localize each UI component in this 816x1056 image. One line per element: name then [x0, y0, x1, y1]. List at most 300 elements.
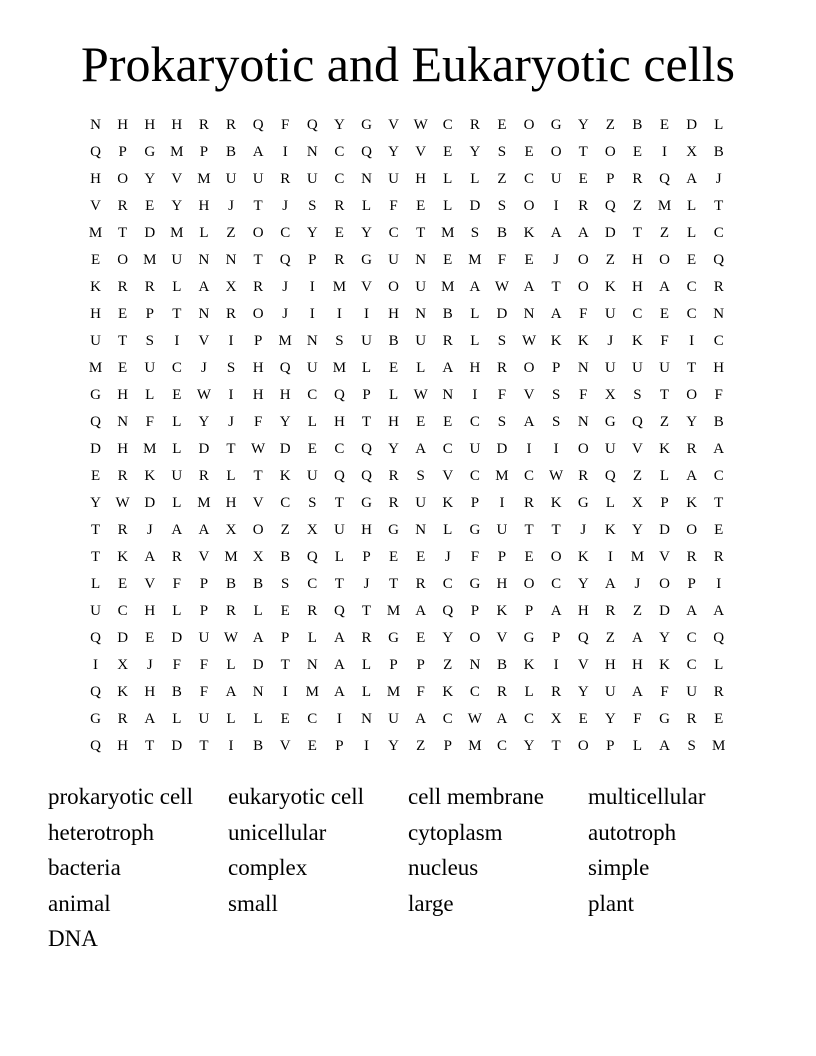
- grid-letter: Z: [632, 603, 642, 619]
- grid-letter: U: [144, 360, 156, 376]
- grid-letter: J: [146, 657, 153, 673]
- grid-letter: A: [659, 738, 670, 754]
- grid-letter: S: [416, 468, 425, 484]
- grid-letter: L: [443, 198, 453, 214]
- grid-letter: H: [144, 684, 156, 700]
- grid-letter: Y: [171, 198, 183, 214]
- grid-letter: A: [333, 630, 345, 646]
- grid-letter: I: [174, 333, 180, 349]
- grid-letter: A: [198, 522, 210, 538]
- grid-letter: U: [686, 684, 698, 700]
- grid-row: [82, 652, 734, 679]
- grid-letter: T: [416, 225, 426, 241]
- grid-letter: H: [604, 657, 616, 673]
- grid-letter: L: [253, 711, 263, 727]
- grid-letter: M: [495, 468, 509, 484]
- grid-letter: O: [117, 252, 129, 268]
- grid-row: [82, 382, 734, 409]
- grid-letter: R: [171, 549, 182, 565]
- grid-letter: R: [117, 198, 128, 214]
- grid-letter: C: [307, 576, 318, 592]
- grid-letter: H: [388, 306, 399, 322]
- grid-letter: W: [413, 387, 428, 403]
- grid-letter: P: [660, 495, 669, 511]
- grid-letter: J: [201, 360, 207, 376]
- grid-letter: W: [413, 117, 428, 133]
- word-list-item: small: [228, 890, 278, 916]
- grid-letter: F: [199, 684, 209, 700]
- grid-letter: E: [524, 144, 534, 160]
- grid-letter: N: [225, 252, 237, 268]
- grid-letter: E: [524, 549, 534, 565]
- grid-letter: U: [415, 495, 427, 511]
- grid-letter: M: [332, 279, 347, 295]
- grid-letter: P: [199, 603, 209, 619]
- grid-letter: L: [714, 117, 724, 133]
- grid-letter: K: [279, 468, 291, 484]
- grid-letter: L: [361, 360, 372, 376]
- grid-letter: L: [361, 684, 372, 700]
- grid-letter: R: [198, 117, 209, 133]
- grid-letter: Y: [306, 225, 318, 241]
- grid-letter: A: [225, 684, 237, 700]
- grid-letter: U: [333, 522, 345, 538]
- grid-letter: I: [662, 144, 668, 160]
- grid-row: [82, 544, 734, 571]
- grid-letter: T: [659, 387, 670, 403]
- grid-letter: K: [659, 441, 670, 457]
- grid-letter: H: [632, 279, 643, 295]
- grid-letter: C: [686, 306, 697, 322]
- word-list-item: large: [408, 890, 454, 916]
- grid-row: [82, 274, 734, 301]
- grid-letter: I: [499, 495, 505, 511]
- grid-letter: E: [632, 144, 642, 160]
- grid-letter: T: [253, 198, 263, 214]
- grid-letter: V: [415, 144, 427, 160]
- grid-letter: I: [309, 279, 315, 295]
- grid-letter: C: [551, 576, 562, 592]
- grid-letter: W: [196, 387, 211, 403]
- grid-letter: Y: [577, 684, 589, 700]
- grid-letter: P: [606, 738, 615, 754]
- word-list-item: bacteria: [48, 855, 121, 880]
- grid-letter: Y: [469, 144, 481, 160]
- grid-letter: N: [306, 657, 318, 673]
- grid-letter: R: [307, 603, 318, 619]
- grid-letter: U: [90, 603, 101, 619]
- grid-letter: N: [90, 117, 101, 133]
- grid-letter: H: [117, 738, 129, 754]
- grid-letter: M: [441, 225, 455, 241]
- grid-letter: D: [496, 441, 508, 457]
- grid-letter: H: [117, 387, 129, 403]
- grid-letter: U: [198, 630, 210, 646]
- grid-letter: H: [577, 603, 589, 619]
- grid-letter: R: [551, 684, 562, 700]
- grid-letter: S: [145, 333, 154, 349]
- grid-letter: R: [496, 360, 507, 376]
- grid-letter: P: [145, 306, 154, 322]
- grid-letter: Q: [659, 171, 670, 187]
- grid-letter: D: [198, 441, 210, 457]
- grid-letter: R: [686, 441, 697, 457]
- grid-letter: Y: [90, 495, 101, 511]
- grid-letter: T: [253, 468, 263, 484]
- grid-letter: M: [712, 738, 726, 754]
- grid-letter: U: [550, 171, 562, 187]
- grid-letter: T: [687, 360, 697, 376]
- grid-letter: R: [442, 333, 453, 349]
- grid-letter: N: [117, 414, 129, 430]
- grid-letter: N: [361, 171, 372, 187]
- grid-letter: B: [226, 576, 237, 592]
- grid-letter: M: [468, 252, 482, 268]
- grid-letter: D: [659, 522, 670, 538]
- grid-letter: R: [334, 252, 345, 268]
- grid-letter: R: [686, 711, 697, 727]
- grid-letter: Y: [604, 711, 616, 727]
- grid-letter: Z: [632, 468, 642, 484]
- grid-letter: U: [171, 468, 183, 484]
- grid-letter: P: [253, 333, 263, 349]
- grid-letter: U: [415, 333, 427, 349]
- grid-letter: H: [469, 360, 481, 376]
- grid-letter: M: [88, 225, 103, 241]
- grid-letter: P: [416, 657, 425, 673]
- grid-letter: D: [144, 225, 156, 241]
- grid-letter: Y: [279, 414, 291, 430]
- grid-letter: E: [443, 252, 453, 268]
- grid-letter: U: [171, 252, 183, 268]
- grid-letter: J: [634, 576, 641, 592]
- grid-letter: I: [363, 738, 369, 754]
- grid-letter: N: [361, 711, 372, 727]
- grid-letter: R: [632, 171, 643, 187]
- grid-letter: E: [334, 225, 344, 241]
- grid-letter: A: [415, 711, 427, 727]
- grid-letter: K: [523, 225, 535, 241]
- grid-letter: F: [660, 684, 669, 700]
- grid-letter: M: [441, 279, 455, 295]
- grid-letter: Q: [333, 468, 345, 484]
- grid-letter: P: [281, 630, 290, 646]
- word-list-item: cell membrane: [408, 784, 545, 809]
- grid-letter: O: [523, 117, 535, 133]
- grid-letter: Z: [497, 171, 507, 187]
- grid-letter: B: [496, 225, 507, 241]
- grid-letter: F: [579, 306, 588, 322]
- grid-letter: R: [361, 630, 372, 646]
- grid-letter: U: [388, 171, 399, 187]
- grid-letter: T: [551, 279, 561, 295]
- grid-letter: E: [90, 252, 101, 268]
- grid-letter: H: [388, 414, 399, 430]
- grid-letter: F: [172, 576, 181, 592]
- word-list-item: eukaryotic cell: [228, 784, 365, 809]
- grid-row: [82, 328, 734, 355]
- grid-letter: Z: [280, 522, 290, 538]
- grid-letter: A: [496, 711, 508, 727]
- grid-letter: Q: [577, 630, 589, 646]
- grid-letter: Y: [144, 171, 156, 187]
- grid-letter: O: [686, 387, 698, 403]
- grid-letter: A: [577, 225, 589, 241]
- grid-letter: H: [713, 360, 725, 376]
- grid-row: [82, 220, 734, 247]
- grid-letter: E: [280, 603, 290, 619]
- grid-letter: H: [496, 576, 508, 592]
- grid-letter: L: [334, 549, 344, 565]
- grid-letter: A: [686, 171, 698, 187]
- grid-letter: Q: [279, 360, 291, 376]
- grid-letter: H: [333, 414, 345, 430]
- grid-letter: P: [118, 144, 127, 160]
- grid-row: [82, 490, 734, 517]
- grid-letter: K: [659, 657, 670, 673]
- grid-letter: W: [467, 711, 482, 727]
- grid-letter: F: [714, 387, 723, 403]
- grid-letter: W: [521, 333, 537, 349]
- grid-letter: R: [253, 279, 264, 295]
- grid-letter: I: [228, 738, 234, 754]
- grid-letter: X: [686, 144, 698, 160]
- grid-letter: U: [604, 441, 616, 457]
- grid-letter: Q: [90, 684, 101, 700]
- grid-letter: P: [524, 603, 534, 619]
- grid-row: [82, 679, 734, 706]
- grid-letter: B: [171, 684, 182, 700]
- grid-row: [82, 571, 734, 598]
- grid-letter: G: [361, 117, 372, 133]
- grid-letter: S: [226, 360, 236, 376]
- grid-letter: R: [334, 198, 345, 214]
- grid-letter: Q: [361, 468, 372, 484]
- grid-letter: G: [361, 252, 372, 268]
- grid-letter: M: [170, 144, 184, 160]
- grid-letter: U: [469, 441, 481, 457]
- grid-letter: T: [334, 576, 344, 592]
- grid-letter: H: [632, 252, 643, 268]
- grid-row: [82, 112, 734, 139]
- grid-letter: T: [172, 306, 182, 322]
- grid-letter: B: [226, 144, 237, 160]
- grid-letter: C: [713, 225, 724, 241]
- grid-letter: R: [226, 603, 237, 619]
- grid-letter: Z: [632, 198, 642, 214]
- grid-letter: F: [281, 117, 290, 133]
- grid-letter: A: [632, 684, 643, 700]
- word-list-item: autotroph: [588, 819, 677, 845]
- grid-letter: L: [307, 414, 317, 430]
- grid-letter: H: [117, 441, 129, 457]
- grid-letter: L: [361, 657, 372, 673]
- grid-letter: T: [578, 144, 588, 160]
- grid-letter: Y: [659, 630, 670, 646]
- grid-letter: K: [577, 549, 589, 565]
- grid-letter: I: [472, 387, 478, 403]
- grid-letter: I: [553, 657, 559, 673]
- grid-letter: J: [607, 333, 614, 349]
- grid-letter: T: [90, 522, 101, 538]
- grid-letter: Q: [90, 630, 101, 646]
- grid-letter: M: [278, 333, 292, 349]
- grid-letter: E: [443, 414, 453, 430]
- grid-letter: J: [146, 522, 153, 538]
- grid-letter: F: [660, 333, 669, 349]
- grid-letter: P: [551, 360, 561, 376]
- grid-letter: K: [496, 603, 508, 619]
- grid-letter: S: [497, 144, 507, 160]
- grid-letter: D: [252, 657, 264, 673]
- grid-letter: E: [443, 144, 453, 160]
- grid-letter: H: [279, 387, 291, 403]
- grid-letter: Y: [361, 225, 372, 241]
- grid-letter: A: [415, 441, 427, 457]
- grid-letter: R: [578, 468, 589, 484]
- grid-letter: K: [550, 495, 562, 511]
- grid-letter: U: [415, 279, 427, 295]
- grid-letter: C: [469, 468, 480, 484]
- grid-letter: F: [497, 387, 507, 403]
- grid-letter: A: [604, 576, 616, 592]
- grid-letter: N: [442, 387, 454, 403]
- grid-letter: O: [604, 144, 616, 160]
- grid-letter: L: [172, 603, 182, 619]
- grid-letter: V: [632, 441, 643, 457]
- grid-letter: D: [279, 441, 291, 457]
- grid-letter: I: [228, 387, 234, 403]
- grid-letter: N: [577, 414, 589, 430]
- grid-letter: L: [524, 684, 534, 700]
- grid-letter: F: [389, 198, 398, 214]
- grid-letter: C: [524, 468, 535, 484]
- grid-letter: T: [145, 738, 155, 754]
- grid-letter: Y: [388, 144, 399, 160]
- grid-letter: I: [336, 306, 342, 322]
- grid-letter: T: [226, 441, 236, 457]
- grid-letter: E: [687, 252, 697, 268]
- word-list-item: simple: [588, 855, 650, 880]
- grid-letter: K: [144, 468, 156, 484]
- grid-letter: G: [388, 522, 399, 538]
- grid-letter: F: [416, 684, 425, 700]
- grid-letter: Y: [442, 630, 454, 646]
- grid-letter: N: [415, 306, 427, 322]
- grid-letter: A: [333, 657, 345, 673]
- grid-letter: H: [252, 387, 264, 403]
- grid-letter: Q: [90, 144, 101, 160]
- grid-letter: L: [145, 387, 155, 403]
- grid-letter: O: [523, 198, 535, 214]
- grid-letter: P: [497, 549, 507, 565]
- grid-letter: G: [659, 711, 670, 727]
- grid-letter: J: [363, 576, 370, 592]
- grid-letter: G: [550, 117, 562, 133]
- grid-letter: D: [659, 603, 670, 619]
- grid-row: [82, 436, 734, 463]
- grid-letter: P: [443, 738, 452, 754]
- grid-letter: H: [198, 198, 210, 214]
- grid-letter: Q: [252, 117, 264, 133]
- grid-letter: E: [416, 549, 426, 565]
- grid-letter: L: [443, 522, 453, 538]
- grid-letter: Q: [306, 549, 318, 565]
- grid-row: [82, 247, 734, 274]
- grid-letter: L: [659, 468, 670, 484]
- grid-letter: E: [118, 360, 128, 376]
- grid-letter: N: [415, 522, 427, 538]
- grid-letter: U: [306, 171, 318, 187]
- grid-letter: R: [388, 495, 399, 511]
- grid-letter: M: [224, 549, 238, 565]
- grid-letter: Q: [604, 468, 616, 484]
- grid-letter: O: [577, 279, 589, 295]
- grid-letter: G: [577, 495, 589, 511]
- grid-letter: E: [659, 306, 670, 322]
- grid-letter: U: [388, 711, 399, 727]
- grid-letter: I: [716, 576, 722, 592]
- grid-letter: M: [143, 441, 157, 457]
- grid-letter: C: [280, 225, 291, 241]
- grid-row: [82, 355, 734, 382]
- grid-letter: R: [496, 684, 507, 700]
- grid-row: [82, 463, 734, 490]
- grid-letter: W: [494, 279, 510, 295]
- grid-letter: Z: [443, 657, 453, 673]
- grid-letter: N: [469, 657, 481, 673]
- grid-letter: T: [714, 198, 724, 214]
- grid-letter: D: [171, 738, 183, 754]
- grid-letter: R: [713, 549, 724, 565]
- grid-letter: L: [226, 711, 236, 727]
- grid-letter: D: [686, 117, 698, 133]
- grid-letter: K: [523, 657, 535, 673]
- grid-letter: E: [145, 630, 155, 646]
- grid-letter: G: [90, 711, 101, 727]
- grid-letter: L: [226, 657, 236, 673]
- grid-letter: O: [252, 225, 264, 241]
- grid-letter: M: [170, 225, 184, 241]
- grid-letter: R: [605, 603, 616, 619]
- grid-letter: U: [604, 306, 616, 322]
- grid-letter: A: [171, 522, 183, 538]
- grid-letter: Y: [333, 117, 345, 133]
- grid-letter: O: [523, 576, 535, 592]
- word-list-item: plant: [588, 890, 634, 916]
- grid-letter: R: [117, 279, 128, 295]
- grid-letter: P: [606, 171, 615, 187]
- grid-letter: S: [308, 198, 317, 214]
- grid-letter: C: [713, 468, 724, 484]
- grid-letter: J: [444, 549, 451, 565]
- grid-letter: K: [117, 684, 129, 700]
- grid-letter: E: [714, 522, 724, 538]
- grid-letter: O: [577, 738, 589, 754]
- grid-letter: L: [470, 306, 480, 322]
- grid-letter: W: [115, 495, 130, 511]
- grid-letter: H: [90, 306, 101, 322]
- grid-letter: K: [117, 549, 129, 565]
- grid-letter: J: [580, 522, 587, 538]
- grid-letter: X: [550, 711, 562, 727]
- grid-letter: C: [686, 279, 697, 295]
- grid-letter: L: [714, 657, 724, 673]
- grid-letter: U: [604, 684, 616, 700]
- grid-letter: W: [251, 441, 266, 457]
- grid-letter: B: [496, 657, 507, 673]
- grid-letter: Y: [523, 738, 535, 754]
